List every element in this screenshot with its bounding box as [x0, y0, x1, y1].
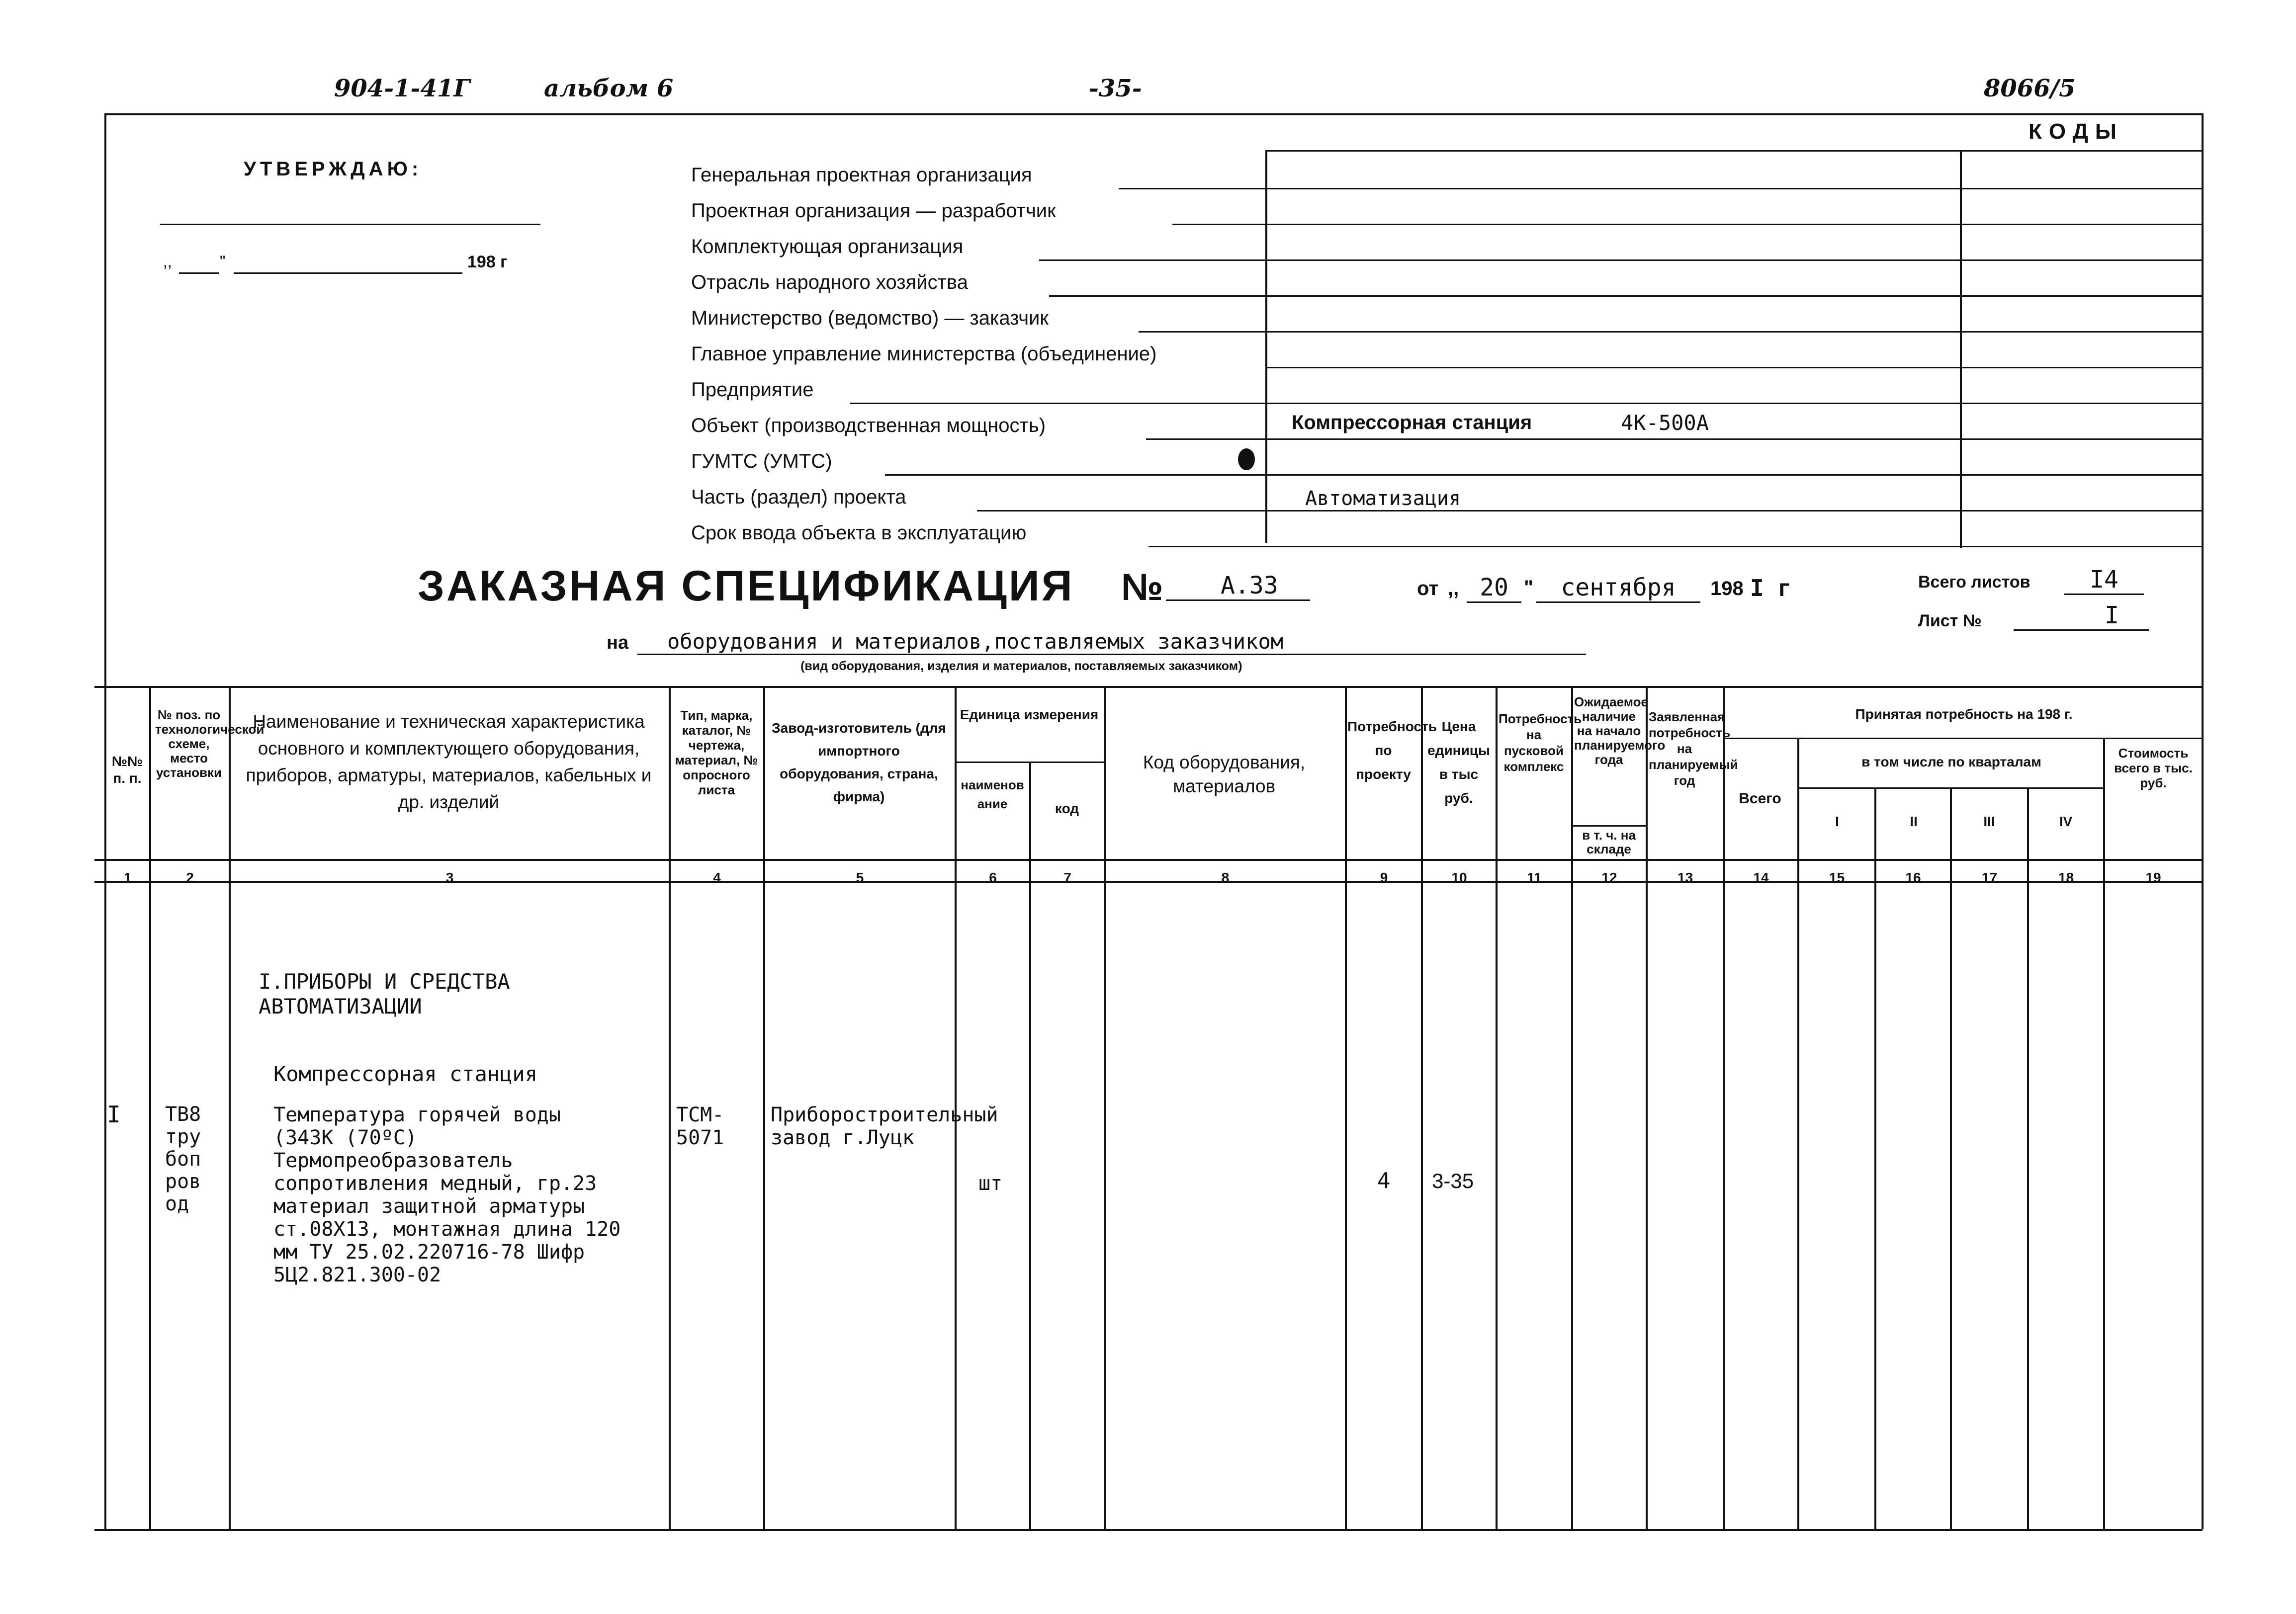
header-subline	[1571, 825, 1646, 827]
col-header-19: Стоимость всего в тыс. руб.	[2114, 746, 2193, 790]
col-number: 2	[186, 870, 194, 885]
row-manufacturer: Приборостроительный завод г.Луцк	[771, 1104, 998, 1149]
col-line	[1874, 787, 1876, 1529]
sheet-number-label: Лист №	[1918, 611, 1982, 630]
col-number: 17	[1981, 870, 1998, 885]
approval-date-quote: ,,	[163, 253, 172, 270]
stamp-mark-icon	[1238, 448, 1255, 470]
approval-year: 198 г	[467, 253, 508, 271]
approval-title: УТВЕРЖДАЮ:	[244, 158, 423, 180]
frame-bottom-line	[94, 1529, 2203, 1531]
doc-code-right: 8066/5	[1984, 75, 2076, 102]
col-number: 5	[856, 870, 864, 885]
col-header-5: Завод-изготовитель (для импортного оборудования, страна, фирма)	[772, 720, 946, 804]
col-header-10: Цена единицы в тыс руб.	[1427, 719, 1490, 806]
approval-date-mark: "	[220, 253, 226, 270]
col-number: 13	[1677, 870, 1693, 885]
col-number: 1	[124, 870, 132, 885]
row-position: ТВ8 трубопровод	[165, 1103, 201, 1215]
col-line	[669, 686, 671, 1529]
col-line	[1723, 686, 1725, 1529]
col-number: 18	[2058, 870, 2074, 885]
col-number: 3	[445, 870, 454, 885]
org-field-label: Срок ввода объекта в эксплуатацию	[691, 522, 1027, 544]
org-field-label: Предприятие	[691, 379, 814, 401]
sheet-number-value: I	[2014, 601, 2149, 631]
col-line	[1496, 686, 1498, 1529]
col-line	[229, 686, 231, 1529]
frame-left-line	[104, 113, 106, 1529]
col-header-14: Принятая потребность на 198 г.	[1855, 706, 2073, 722]
col-number: 11	[1527, 870, 1542, 885]
header-bottom-line	[94, 859, 2203, 861]
col-number: 15	[1829, 870, 1845, 885]
date-year-prefix: 198	[1710, 578, 1744, 599]
date-quote-open: ,,	[1448, 578, 1459, 599]
object-code: 4К-500А	[1621, 411, 1709, 435]
date-month: сентября	[1536, 574, 1700, 603]
org-field-label: Главное управление министерства (объединение)	[691, 343, 1157, 365]
date-from-label: от	[1417, 578, 1439, 599]
col-number: 14	[1753, 870, 1769, 885]
page-number: -35-	[1089, 75, 1142, 102]
row-type: ТСМ-5071	[676, 1104, 724, 1149]
subject-value: оборудования и материалов,поставляемых заказчиком	[637, 629, 1586, 655]
col-header-12b: в т. ч. на складе	[1582, 828, 1636, 856]
org-field-label: ГУМТС (УМТС)	[691, 450, 832, 472]
header-divider-line	[1265, 150, 2202, 152]
col-header-14b: в том числе по кварталам	[1861, 754, 2041, 769]
subject-prefix: на	[607, 632, 629, 653]
row-unit: шт	[978, 1172, 1003, 1195]
row-number: I	[107, 1101, 121, 1128]
col-header-8: Код оборудования, материалов	[1143, 752, 1306, 796]
col-header-q3: III	[1983, 814, 1995, 829]
section-title: I.ПРИБОРЫ И СРЕДСТВА АВТОМАТИЗАЦИИ	[259, 969, 510, 1019]
date-day: 20	[1467, 574, 1521, 603]
doc-code-left: 904-1-41Г	[334, 75, 470, 102]
col-line	[1104, 686, 1106, 1529]
album-label: альбом 6	[544, 75, 674, 102]
spec-number: А.33	[1166, 572, 1310, 601]
org-field-label: Проектная организация — разработчик	[691, 200, 1056, 222]
fields-divider	[1265, 150, 1267, 543]
col-header-2: № поз. по технологической схеме, место установки	[155, 707, 265, 780]
date-year-suffix: I г	[1750, 575, 1792, 601]
col-header-q1: I	[1835, 814, 1839, 829]
col-line	[2103, 738, 2105, 1529]
col-number: 8	[1221, 870, 1230, 885]
org-fill-line	[1039, 259, 2202, 261]
header-subline	[1723, 738, 2203, 739]
org-fill-line	[1148, 546, 2202, 547]
col-line	[1421, 686, 1423, 1529]
org-fill-line	[1265, 367, 2202, 368]
table-top-line	[94, 686, 2203, 688]
codes-title: КОДЫ	[2029, 119, 2123, 144]
col-line	[763, 686, 765, 1529]
col-header-11: Потребность на пусковой комплекс	[1499, 711, 1582, 774]
col-line	[1571, 686, 1573, 1529]
org-fill-line	[977, 510, 2202, 511]
approval-date-day-line	[179, 272, 219, 274]
org-fill-line	[1119, 188, 2202, 189]
document-title: ЗАКАЗНАЯ СПЕЦИФИКАЦИЯ	[418, 562, 1074, 610]
col-header-6: Единица измерения	[960, 707, 1099, 722]
col-number: 4	[713, 870, 721, 885]
org-field-label: Объект (производственная мощность)	[691, 415, 1046, 436]
approval-signature-line	[160, 224, 540, 225]
date-quote-close: "	[1524, 577, 1533, 598]
col-header-4: Тип, марка, каталог, № чертежа, материал, № опросного листа	[675, 708, 758, 797]
org-field-label: Министерство (ведомство) — заказчик	[691, 307, 1049, 329]
row-quantity: 4	[1377, 1168, 1391, 1193]
col-header-13: Заявленная потребность на планируемый год	[1649, 709, 1738, 788]
org-fill-line	[885, 474, 2202, 476]
col-number: 16	[1905, 870, 1921, 885]
spec-number-label: №	[1121, 566, 1163, 608]
col-number: 9	[1380, 870, 1388, 885]
subsection-title: Компрессорная станция	[273, 1062, 538, 1086]
part-value: Автоматизация	[1305, 487, 1461, 510]
col-line	[1950, 787, 1952, 1529]
total-sheets-value: I4	[2064, 566, 2144, 595]
frame-top-line	[104, 113, 2203, 115]
row-price: 3-35	[1432, 1169, 1474, 1192]
frame-right-line	[2202, 113, 2204, 1529]
codes-divider	[1960, 150, 1962, 548]
col-header-6a: наименование	[961, 777, 1024, 811]
col-header-9: Потребность по проекту	[1347, 719, 1437, 782]
col-number: 12	[1601, 870, 1617, 885]
col-line	[1345, 686, 1347, 1529]
org-fill-line	[850, 403, 2202, 404]
org-field-label: Комплектующая организация	[691, 236, 964, 257]
org-fill-line	[1049, 295, 2202, 297]
col-number: 6	[989, 870, 997, 885]
col-header-12: Ожидаемое наличие на начало планируемого года	[1574, 694, 1666, 767]
col-header-14a: Всего	[1739, 790, 1781, 807]
col-number: 19	[2145, 870, 2161, 885]
col-header-3: Наименование и техническая характеристика основного и комплектующего оборудования, приборов, арматуры, материалов, кабельных и др. изделий	[246, 711, 652, 812]
col-header-q4: IV	[2059, 814, 2073, 829]
col-header-q2: II	[1910, 814, 1918, 829]
col-line	[2027, 787, 2029, 1529]
org-fill-line	[1146, 438, 2202, 440]
object-value: Компрессорная станция	[1292, 412, 1532, 433]
col-number: 10	[1451, 870, 1467, 885]
org-fill-line	[1172, 224, 2202, 225]
col-number: 7	[1063, 870, 1071, 885]
col-line	[1646, 686, 1648, 1529]
org-field-label: Часть (раздел) проекта	[691, 486, 906, 508]
org-fill-line	[1139, 331, 2202, 333]
subject-caption: (вид оборудования, изделия и материалов, поставляемых заказчиком)	[800, 659, 1242, 673]
col-header-6b: код	[1055, 801, 1079, 816]
row-description: Температура горячей воды (343К (70ºС) Термопреобразователь сопротивления медный, гр.23 материал защитной арматуры ст.08Х13, монтажная длина 120 мм ТУ 25.02.220716-78 Шифр 5Ц2.821.300-02	[273, 1104, 621, 1286]
total-sheets-label: Всего листов	[1918, 573, 2031, 592]
col-line	[149, 686, 151, 1529]
col-line	[1797, 738, 1799, 1529]
org-field-label: Генеральная проектная организация	[691, 164, 1032, 186]
org-field-label: Отрасль народного хозяйства	[691, 271, 968, 293]
approval-date-month-line	[234, 272, 462, 274]
col-header-1: №№ п. п.	[111, 754, 143, 786]
